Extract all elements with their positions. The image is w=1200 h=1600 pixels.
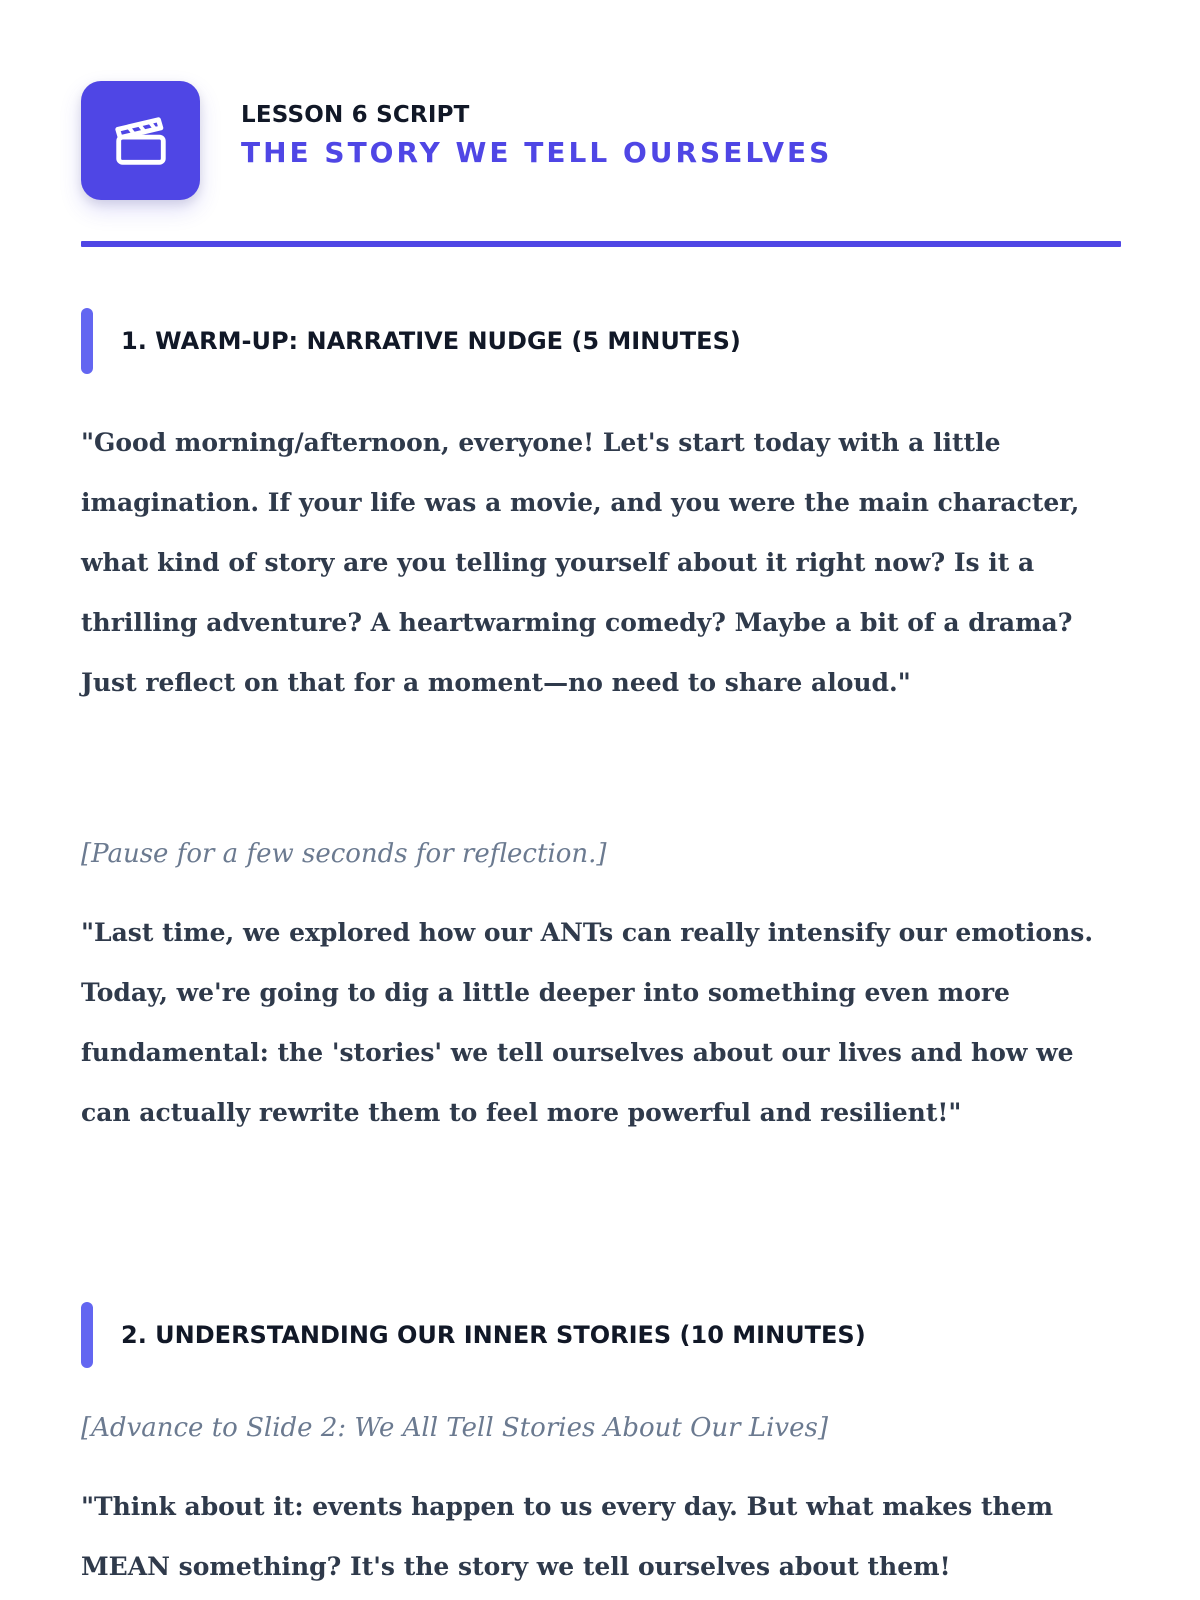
lesson-icon-tile	[81, 81, 200, 200]
clapperboard-icon	[110, 110, 172, 172]
stage-direction: [Advance to Slide 2: We All Tell Stories About Our Lives]	[81, 1413, 828, 1443]
speech-paragraph: "Think about it: events happen to us every day. But what makes them MEAN something? It's the story we tell ourselves about them!	[81, 1492, 1054, 1581]
header-text	[241, 99, 832, 173]
lesson-header	[81, 81, 1121, 201]
header-divider	[81, 241, 1121, 247]
section-accent-bar	[81, 1302, 93, 1368]
section-heading-warm-up	[81, 308, 1121, 374]
section-title: 1. WARM-UP: NARRATIVE NUDGE (5 MINUTES)	[121, 327, 741, 355]
lesson-label: LESSON 6 SCRIPT	[241, 102, 470, 128]
lesson-title: THE STORY WE TELL OURSELVES	[241, 136, 833, 169]
section-heading-inner-stories	[81, 1302, 1121, 1368]
section-accent-bar	[81, 308, 93, 374]
speech-paragraph: "Good morning/afternoon, everyone! Let's start today with a little imagination. If your life was a movie, and you were the main character, what kind of story are you telling yourself about it right now? Is it a thrilling adventure? A heartwarming comedy? Maybe a bit of a drama? Just reflect on that for a moment—no need to share aloud."	[81, 428, 1080, 697]
stage-direction: [Pause for a few seconds for reflection.]	[81, 839, 607, 869]
lesson-script-page	[81, 0, 1121, 1600]
speech-paragraph: "Last time, we explored how our ANTs can really intensify our emotions. Today, we're going to dig a little deeper into something even more fundamental: the 'stories' we tell ourselves about our lives and how we can actually rewrite them to feel more powerful and resilient!"	[81, 918, 1094, 1127]
section-title: 2. UNDERSTANDING OUR INNER STORIES (10 MINUTES)	[121, 1321, 866, 1349]
